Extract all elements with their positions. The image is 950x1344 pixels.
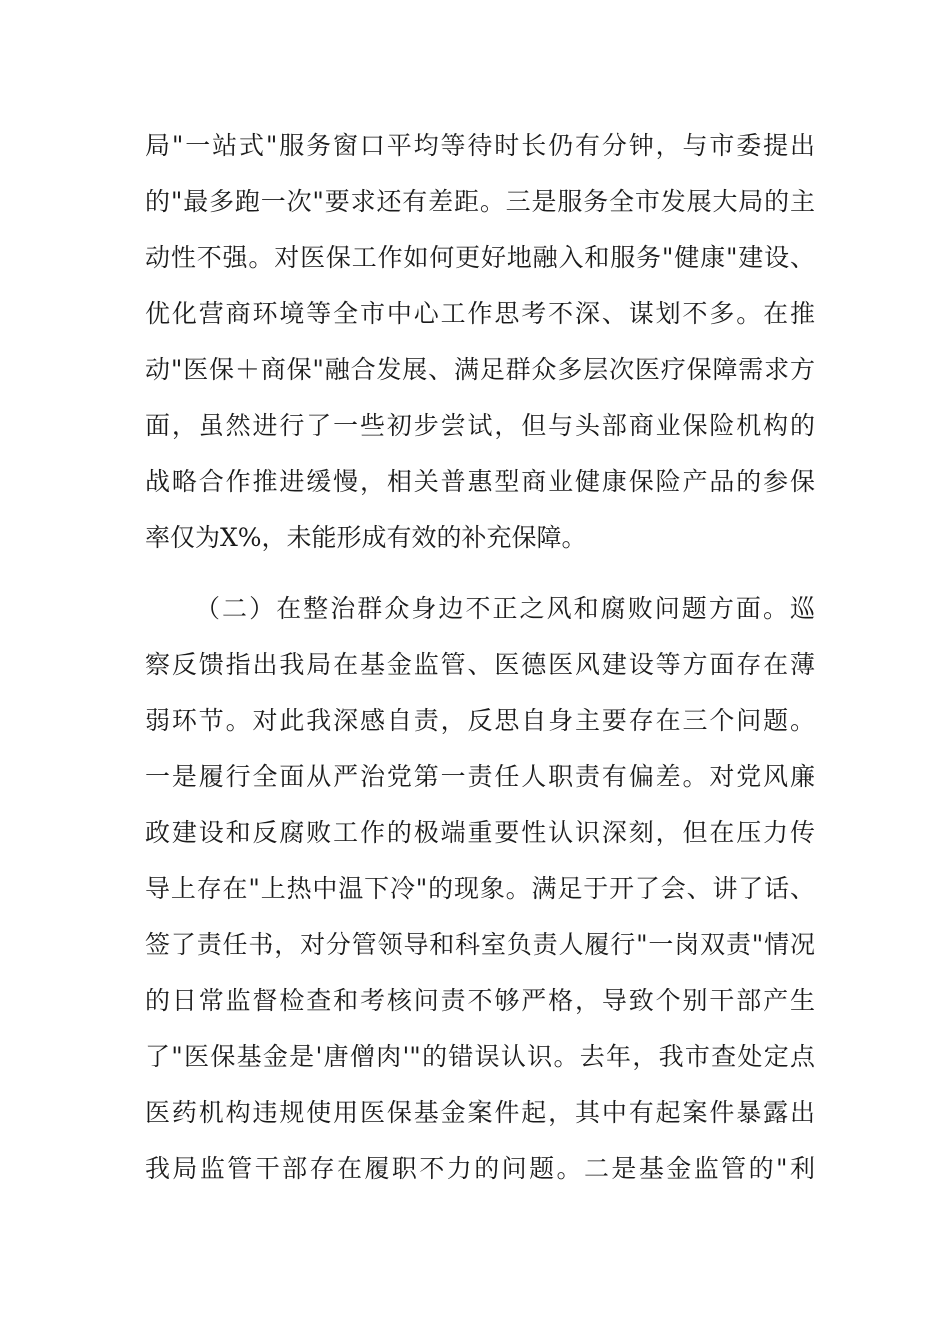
- paragraph-1-line-7: 战略合作推进缓慢，相关普惠型商业健康保险产品的参保: [145, 467, 815, 496]
- paragraph-2-line-2: 察反馈指出我局在基金监管、医德医风建设等方面存在薄: [145, 650, 815, 679]
- paragraph-2-line-7: 签了责任书，对分管领导和科室负责人履行"一岗双责"情况: [145, 930, 815, 959]
- paragraph-spacer: [145, 566, 815, 581]
- paragraph-1-line-1: 局"一站式"服务窗口平均等待时长仍有分钟，与市委提出: [145, 131, 815, 160]
- paragraph-1-line-6: 面，虽然进行了一些初步尝试，但与头部商业保险机构的: [145, 411, 815, 440]
- paragraph-1-line-5: 动"医保＋商保"融合发展、满足群众多层次医疗保障需求方: [145, 355, 815, 384]
- paragraph-1-line-8: 率仅为X%，未能形成有效的补充保障。: [145, 523, 587, 552]
- paragraph-1-line-3: 动性不强。对医保工作如何更好地融入和服务"健康"建设、: [145, 243, 815, 272]
- paragraph-2-line-5: 政建设和反腐败工作的极端重要性认识深刻，但在压力传: [145, 818, 815, 847]
- paragraph-2-line-4: 一是履行全面从严治党第一责任人职责有偏差。对党风廉: [145, 762, 815, 791]
- paragraph-1-line-4: 优化营商环境等全市中心工作思考不深、谋划不多。在推: [145, 299, 815, 328]
- paragraph-2-line-3: 弱环节。对此我深感自责，反思自身主要存在三个问题。: [145, 706, 815, 735]
- paragraph-2-line-9: 了"医保基金是'唐僧肉'"的错误认识。去年，我市查处定点: [145, 1042, 815, 1071]
- paragraph-2-line-6: 导上存在"上热中温下冷"的现象。满足于开了会、讲了话、: [145, 874, 815, 903]
- paragraph-2-line-11: 我局监管干部存在履职不力的问题。二是基金监管的"利: [145, 1154, 815, 1183]
- document-body: [145, 118, 815, 1197]
- paragraph-2-line-1: （二）在整治群众身边不正之风和腐败问题方面。巡: [195, 594, 815, 623]
- paragraph-2-line-8: 的日常监督检查和考核问责不够严格，导致个别干部产生: [145, 986, 815, 1015]
- paragraph-2-line-10: 医药机构违规使用医保基金案件起，其中有起案件暴露出: [145, 1098, 815, 1127]
- paragraph-1-line-2: 的"最多跑一次"要求还有差距。三是服务全市发展大局的主: [145, 187, 815, 216]
